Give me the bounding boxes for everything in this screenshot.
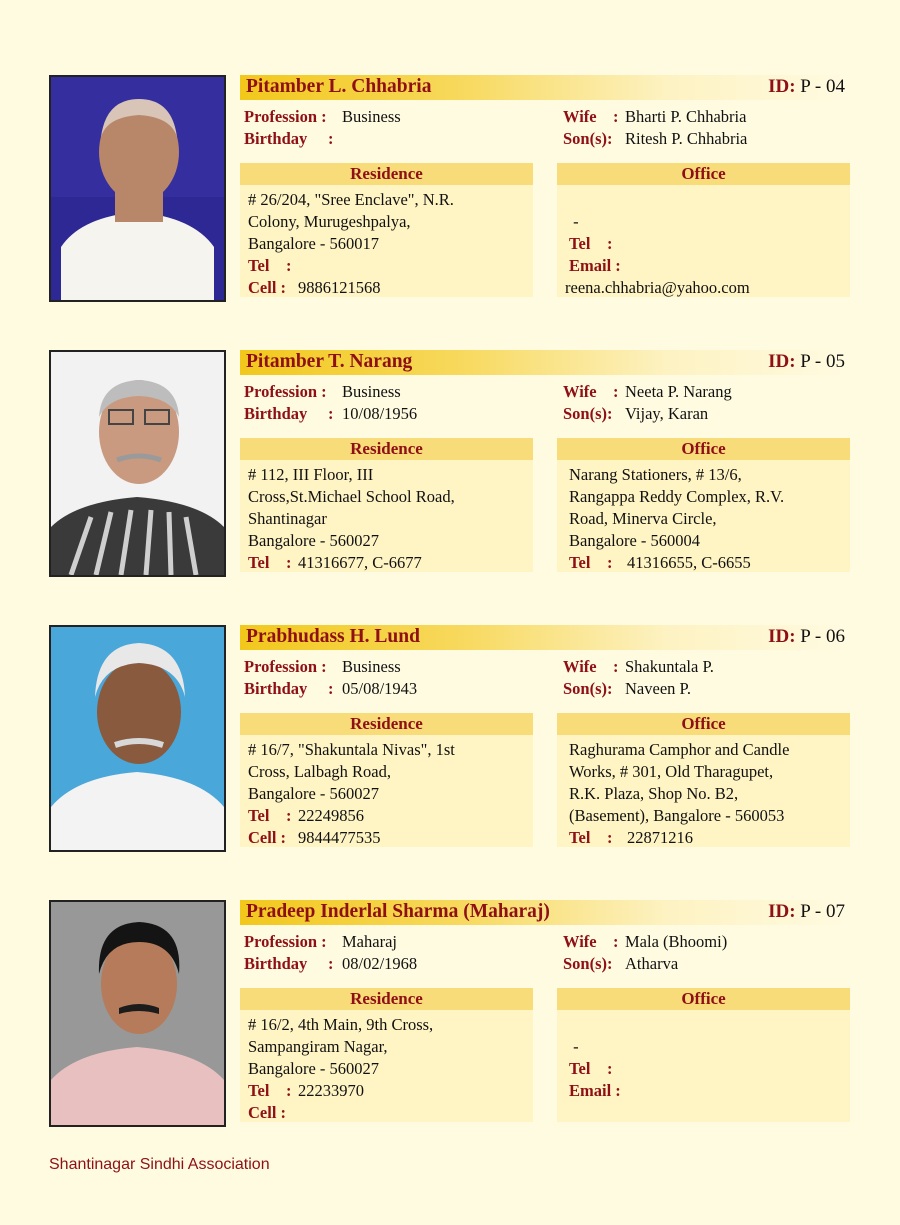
office-heading: Office <box>557 713 850 735</box>
member-name: Pitamber T. Narang <box>246 351 413 372</box>
birthday-colon: : <box>328 679 334 698</box>
residence-line: Bangalore - 560027 <box>248 531 380 550</box>
office-line <box>569 1014 850 1036</box>
footer-association-name: Shantinagar Sindhi Association <box>49 1156 270 1173</box>
residence-box <box>240 713 533 847</box>
office-box <box>557 163 850 297</box>
tel-value: 22871216 <box>627 828 693 847</box>
residence-line: # 26/204, "Sree Enclave", N.R. <box>248 190 454 209</box>
tel-colon: : <box>286 553 292 572</box>
wife-colon: : <box>613 382 619 401</box>
office-line: Bangalore - 560004 <box>569 531 701 550</box>
personal-info <box>244 656 417 700</box>
profession-label: Profession : <box>244 107 327 126</box>
tel-label: Tel <box>248 806 270 825</box>
tel-colon: : <box>607 828 613 847</box>
office-line: Narang Stationers, # 13/6, <box>569 465 742 484</box>
member-id <box>768 76 845 98</box>
wife-value: Mala (Bhoomi) <box>625 932 728 951</box>
residence-heading: Residence <box>240 713 533 735</box>
tel-colon: : <box>286 806 292 825</box>
office-box <box>557 438 850 572</box>
email-label: Email : <box>569 256 621 275</box>
family-info <box>563 656 714 700</box>
wife-label: Wife <box>563 382 597 401</box>
residence-line: Bangalore - 560027 <box>248 784 380 803</box>
wife-value: Shakuntala P. <box>625 657 714 676</box>
tel-value: 41316677, C-6677 <box>298 553 422 572</box>
id-label: ID: <box>768 76 796 97</box>
email-label: Email : <box>569 1081 621 1100</box>
sons-value: Naveen P. <box>625 679 691 698</box>
wife-colon: : <box>613 107 619 126</box>
office-heading: Office <box>557 438 850 460</box>
member-entry <box>49 75 850 301</box>
residence-line: Bangalore - 560017 <box>248 234 380 253</box>
wife-value: Neeta P. Narang <box>625 382 732 401</box>
wife-colon: : <box>613 657 619 676</box>
residence-line: Colony, Murugeshpalya, <box>248 212 411 231</box>
member-entry <box>49 350 850 576</box>
birthday-label: Birthday <box>244 404 308 423</box>
personal-info <box>244 106 401 150</box>
residence-line: Cross, Lalbagh Road, <box>248 762 391 781</box>
tel-label: Tel <box>569 234 591 253</box>
member-photo <box>49 625 226 852</box>
residence-line: # 16/2, 4th Main, 9th Cross, <box>248 1015 434 1034</box>
birthday-value: 08/02/1968 <box>342 954 418 973</box>
tel-value: 22233970 <box>298 1081 364 1100</box>
member-name: Prabhudass H. Lund <box>246 626 420 647</box>
wife-colon: : <box>613 932 619 951</box>
tel-colon: : <box>607 234 613 253</box>
name-bar <box>240 625 850 650</box>
office-heading: Office <box>557 163 850 185</box>
id-value: P - 07 <box>800 901 845 922</box>
tel-label: Tel <box>248 553 270 572</box>
tel-label: Tel <box>248 1081 270 1100</box>
sons-label: Son(s): <box>563 404 613 423</box>
sons-label: Son(s): <box>563 129 613 148</box>
tel-colon: : <box>286 1081 292 1100</box>
member-entry <box>49 900 850 1126</box>
email-address[interactable]: reena.chhabria@yahoo.com <box>565 278 750 297</box>
member-id <box>768 351 845 373</box>
cell-label: Cell : <box>248 278 287 297</box>
member-photo <box>49 900 226 1127</box>
id-value: P - 06 <box>800 626 845 647</box>
profession-label: Profession : <box>244 932 327 951</box>
residence-line: # 112, III Floor, III <box>248 465 374 484</box>
residence-line: Sampangiram Nagar, <box>248 1037 388 1056</box>
id-value: P - 05 <box>800 351 845 372</box>
wife-label: Wife <box>563 657 597 676</box>
sons-label: Son(s): <box>563 679 613 698</box>
tel-value: 22249856 <box>298 806 364 825</box>
residence-line: Cross,St.Michael School Road, <box>248 487 455 506</box>
office-box <box>557 713 850 847</box>
office-line: Works, # 301, Old Tharagupet, <box>569 762 774 781</box>
cell-value: 9886121568 <box>298 278 381 297</box>
sons-value: Ritesh P. Chhabria <box>625 129 748 148</box>
office-line: Rangappa Reddy Complex, R.V. <box>569 487 785 506</box>
residence-line: # 16/7, "Shakuntala Nivas", 1st <box>248 740 455 759</box>
tel-label: Tel <box>569 553 591 572</box>
member-entry <box>49 625 850 851</box>
office-line: - <box>569 1037 579 1056</box>
residence-box <box>240 438 533 572</box>
residence-box <box>240 163 533 297</box>
birthday-label: Birthday <box>244 679 308 698</box>
office-heading: Office <box>557 988 850 1010</box>
office-line: - <box>569 212 579 231</box>
residence-heading: Residence <box>240 163 533 185</box>
residence-heading: Residence <box>240 438 533 460</box>
id-label: ID: <box>768 901 796 922</box>
member-photo <box>49 75 226 302</box>
profession-value: Business <box>342 107 401 126</box>
birthday-colon: : <box>328 404 334 423</box>
id-label: ID: <box>768 626 796 647</box>
cell-label: Cell : <box>248 1103 287 1122</box>
id-label: ID: <box>768 351 796 372</box>
id-value: P - 04 <box>800 76 845 97</box>
office-line: Road, Minerva Circle, <box>569 509 717 528</box>
name-bar <box>240 350 850 375</box>
tel-value: 41316655, C-6655 <box>627 553 751 572</box>
tel-label: Tel <box>569 1059 591 1078</box>
office-line: R.K. Plaza, Shop No. B2, <box>569 784 739 803</box>
tel-colon: : <box>607 1059 613 1078</box>
sons-label: Son(s): <box>563 954 613 973</box>
personal-info <box>244 381 417 425</box>
residence-line: Shantinagar <box>248 509 327 528</box>
member-name: Pradeep Inderlal Sharma (Maharaj) <box>246 901 550 922</box>
tel-label: Tel <box>569 828 591 847</box>
birthday-label: Birthday <box>244 954 308 973</box>
residence-box <box>240 988 533 1122</box>
profession-label: Profession : <box>244 657 327 676</box>
office-line <box>569 189 850 211</box>
birthday-colon: : <box>328 954 334 973</box>
member-name: Pitamber L. Chhabria <box>246 76 432 97</box>
birthday-value: 10/08/1956 <box>342 404 418 423</box>
wife-label: Wife <box>563 932 597 951</box>
office-line: (Basement), Bangalore - 560053 <box>569 806 785 825</box>
family-info <box>563 106 747 150</box>
personal-info <box>244 931 417 975</box>
member-photo <box>49 350 226 577</box>
cell-label: Cell : <box>248 828 287 847</box>
residence-heading: Residence <box>240 988 533 1010</box>
birthday-colon: : <box>328 129 334 148</box>
family-info <box>563 931 727 975</box>
sons-value: Vijay, Karan <box>625 404 709 423</box>
office-box <box>557 988 850 1122</box>
tel-colon: : <box>286 256 292 275</box>
family-info <box>563 381 732 425</box>
profession-value: Maharaj <box>342 932 397 951</box>
profession-value: Business <box>342 657 401 676</box>
member-id <box>768 626 845 648</box>
sons-value: Atharva <box>625 954 679 973</box>
member-id <box>768 901 845 923</box>
wife-value: Bharti P. Chhabria <box>625 107 747 126</box>
profession-value: Business <box>342 382 401 401</box>
office-line: Raghurama Camphor and Candle <box>569 740 790 759</box>
residence-line: Bangalore - 560027 <box>248 1059 380 1078</box>
birthday-value: 05/08/1943 <box>342 679 418 698</box>
tel-label: Tel <box>248 256 270 275</box>
tel-colon: : <box>607 553 613 572</box>
cell-value: 9844477535 <box>298 828 381 847</box>
name-bar <box>240 900 850 925</box>
name-bar <box>240 75 850 100</box>
birthday-label: Birthday <box>244 129 308 148</box>
wife-label: Wife <box>563 107 597 126</box>
profession-label: Profession : <box>244 382 327 401</box>
